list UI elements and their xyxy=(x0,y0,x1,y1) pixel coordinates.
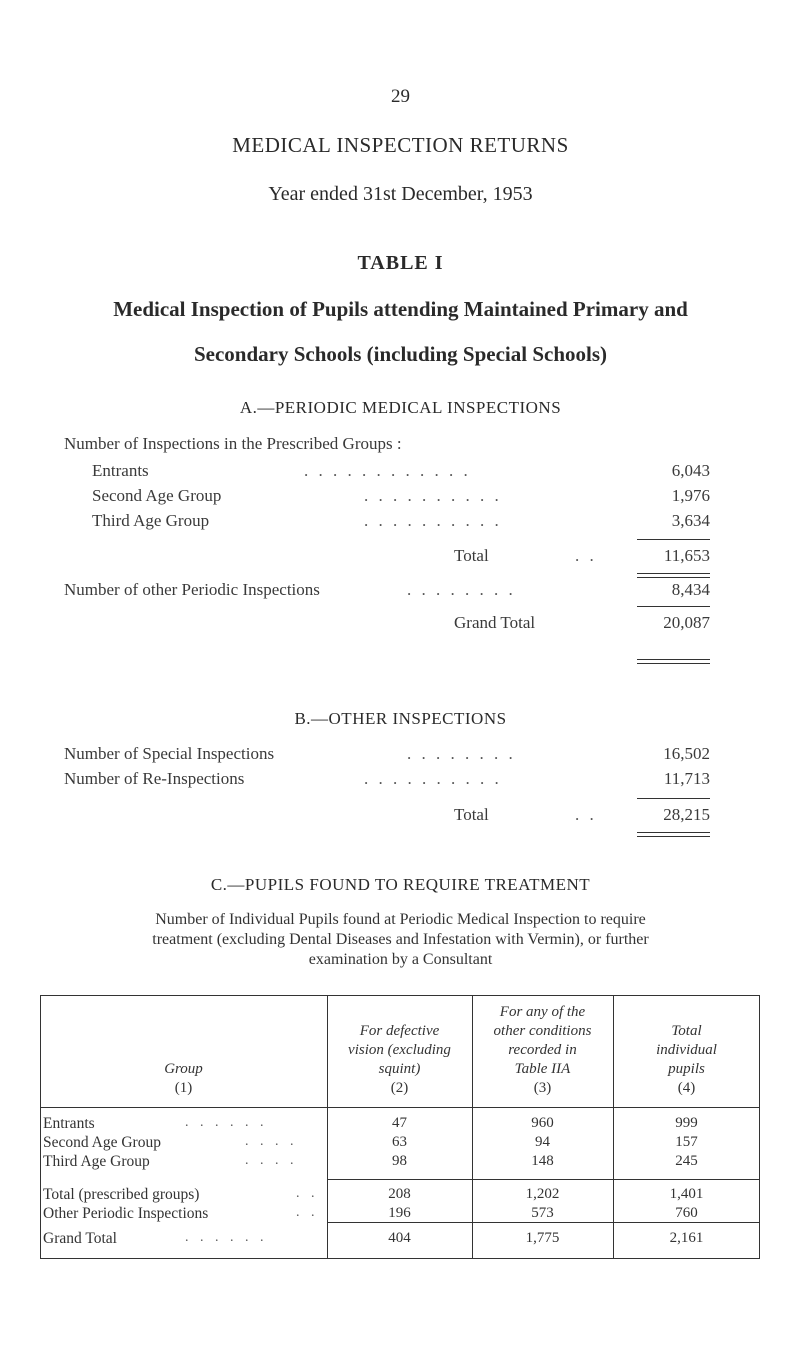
column-header-other-conditions xyxy=(472,1003,613,1098)
section-a-row-entrants xyxy=(92,461,710,483)
grand-total-double-rule xyxy=(637,659,710,664)
header-line: pupils xyxy=(668,1061,705,1077)
row-dots: . . . . . . . . . . xyxy=(364,769,502,788)
row-group-label: Third Age Group xyxy=(43,1153,150,1170)
subtotal-row-rule xyxy=(327,1179,759,1180)
row-label: Entrants xyxy=(92,461,149,480)
page-title: MEDICAL INSPECTION RETURNS xyxy=(232,133,569,157)
row-value: 16,502 xyxy=(663,744,710,763)
cell-total-pupils: 1,401 xyxy=(669,1186,704,1202)
header-line: individual xyxy=(656,1042,717,1058)
header-line: For any of the xyxy=(499,1004,586,1020)
header-line: vision (excluding xyxy=(348,1042,451,1058)
section-a-row-third-age xyxy=(92,511,710,533)
cell-total-pupils: 157 xyxy=(675,1134,698,1150)
row-dots: . . . . . . . . . . . . xyxy=(304,461,471,480)
cell-defective-vision: 63 xyxy=(392,1134,407,1150)
cell-total-pupils: 245 xyxy=(675,1153,698,1169)
header-bottom-rule xyxy=(40,1107,760,1108)
cell-total-pupils: 2,161 xyxy=(669,1230,704,1246)
row-value: 11,713 xyxy=(663,769,710,788)
header-line: Group xyxy=(164,1061,203,1077)
section-c-paragraph-line3: examination by a Consultant xyxy=(308,951,493,968)
column-header-defective-vision xyxy=(327,1022,472,1098)
column-header-group xyxy=(40,1060,327,1098)
subtotal-rule xyxy=(637,539,710,540)
table-bottom-rule xyxy=(40,1258,760,1259)
treatment-table xyxy=(40,995,760,1270)
total-double-rule xyxy=(637,573,710,578)
section-a-total xyxy=(92,546,710,568)
header-col-number: (1) xyxy=(174,1080,193,1096)
cell-defective-vision: 404 xyxy=(388,1230,411,1246)
row-dots: . . . . xyxy=(245,1134,298,1149)
grand-total-rule xyxy=(637,606,710,607)
section-c-paragraph-line2: treatment (excluding Dental Diseases and Infestation with Vermin), or further xyxy=(152,931,649,948)
header-col-number: (4) xyxy=(677,1080,696,1096)
header-line: Total xyxy=(671,1023,702,1039)
other-value: 8,434 xyxy=(671,580,710,599)
row-group-label: Entrants xyxy=(43,1115,95,1132)
header-line: other conditions xyxy=(493,1023,592,1039)
grand-total-row-rule xyxy=(327,1222,759,1223)
row-dots: . . xyxy=(296,1186,319,1201)
table-top-rule xyxy=(40,995,760,996)
row-dots: . . . . . . . . . . xyxy=(364,511,502,530)
cell-other-conditions: 94 xyxy=(535,1134,550,1150)
cell-defective-vision: 208 xyxy=(388,1186,411,1202)
total-value: 28,215 xyxy=(663,805,710,824)
section-c-paragraph-line1: Number of Individual Pupils found at Periodic Medical Inspection to require xyxy=(155,911,646,928)
section-a-grand-total xyxy=(92,613,710,635)
cell-other-conditions: 148 xyxy=(531,1153,554,1169)
header-line: For defective xyxy=(359,1023,440,1039)
total-dots: . . xyxy=(575,805,597,824)
row-group-label: Second Age Group xyxy=(43,1134,161,1151)
row-dots: . . . . . . xyxy=(185,1230,268,1245)
section-b-total-double-rule xyxy=(637,832,710,837)
section-b-row-reinspections xyxy=(64,769,710,791)
cell-other-conditions: 1,202 xyxy=(525,1186,560,1202)
header-line: Table IIA xyxy=(514,1061,571,1077)
cell-total-pupils: 999 xyxy=(675,1115,698,1131)
section-b-total-rule xyxy=(637,798,710,799)
row-dots: . . . . . . xyxy=(185,1115,268,1130)
row-value: 3,634 xyxy=(671,511,710,530)
page-subtitle: Year ended 31st December, 1953 xyxy=(268,183,533,205)
section-a-other xyxy=(64,580,710,602)
section-b-row-special xyxy=(64,744,710,766)
row-label: Third Age Group xyxy=(92,511,210,530)
row-dots: . . . . xyxy=(245,1153,298,1168)
table-heading-line2: Secondary Schools (including Special Schools) xyxy=(193,342,608,366)
cell-defective-vision: 47 xyxy=(392,1115,407,1131)
page-number: 29 xyxy=(391,86,410,107)
row-group-label: Grand Total xyxy=(43,1230,117,1247)
row-value: 6,043 xyxy=(671,461,710,480)
cell-total-pupils: 760 xyxy=(675,1205,698,1221)
column-header-total-pupils xyxy=(613,1022,760,1098)
grand-total-value: 20,087 xyxy=(663,613,710,632)
row-dots: . . . . . . . . xyxy=(407,744,516,763)
cell-other-conditions: 960 xyxy=(531,1115,554,1131)
cell-other-conditions: 1,775 xyxy=(525,1230,560,1246)
row-group-label: Other Periodic Inspections xyxy=(43,1205,209,1222)
section-b-title: B.—OTHER INSPECTIONS xyxy=(294,709,507,728)
row-label: Number of Special Inspections xyxy=(64,744,275,763)
header-line: recorded in xyxy=(508,1042,577,1058)
row-label: Number of Re-Inspections xyxy=(64,769,245,788)
grand-total-label: Grand Total xyxy=(454,613,536,632)
header-col-number: (3) xyxy=(533,1080,552,1096)
row-group-label: Total (prescribed groups) xyxy=(43,1186,200,1203)
row-label: Second Age Group xyxy=(92,486,222,505)
row-dots: . . . . . . . . . . xyxy=(364,486,502,505)
section-a-title: A.—PERIODIC MEDICAL INSPECTIONS xyxy=(239,398,562,417)
other-label: Number of other Periodic Inspections xyxy=(64,580,320,599)
row-dots: . . xyxy=(296,1205,319,1220)
section-a-row-second-age xyxy=(92,486,710,508)
total-label: Total xyxy=(454,805,489,824)
total-dots: . . xyxy=(575,546,597,565)
table-heading-line1: Medical Inspection of Pupils attending Maintained Primary and xyxy=(113,297,688,321)
cell-defective-vision: 196 xyxy=(388,1205,411,1221)
header-col-number: (2) xyxy=(390,1080,409,1096)
cell-other-conditions: 573 xyxy=(531,1205,554,1221)
header-line: squint) xyxy=(378,1061,421,1077)
total-label: Total xyxy=(454,546,489,565)
total-value: 11,653 xyxy=(663,546,710,565)
table-left-border xyxy=(40,995,41,1259)
section-b-total xyxy=(92,805,710,827)
other-dots: . . . . . . . . xyxy=(407,580,516,599)
section-a-intro: Number of Inspections in the Prescribed Groups : xyxy=(64,434,402,453)
table-title: TABLE I xyxy=(357,252,444,274)
row-value: 1,976 xyxy=(671,486,710,505)
section-c-title: C.—PUPILS FOUND TO REQUIRE TREATMENT xyxy=(210,875,591,894)
cell-defective-vision: 98 xyxy=(392,1153,407,1169)
